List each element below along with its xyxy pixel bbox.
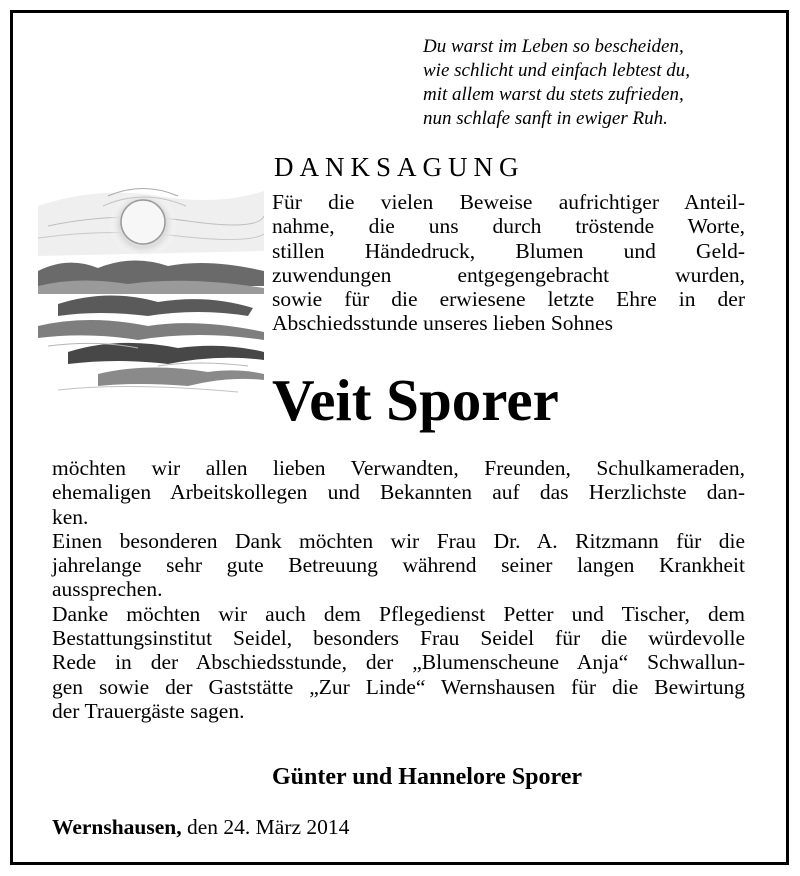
body-line: Rede in der Abschiedsstunde, der „Blumenscheune Anja“ Schwallun- <box>52 650 745 675</box>
body-line: Bestattungsinstitut Seidel, besonders Frau Seidel für die würdevolle <box>52 626 745 651</box>
body-line: gen sowie der Gaststätte „Zur Linde“ Wernshausen für die Bewirtung <box>52 674 745 699</box>
body-line: aussprechen. <box>52 577 163 602</box>
deceased-name: Veit Sporer <box>272 367 559 433</box>
intro-line: stillen Händedruck, Blumen und Geld- <box>272 238 745 263</box>
landscape-sunset-illustration <box>38 176 264 398</box>
intro-line: sowie für die erwiesene letzte Ehre in der <box>272 287 745 312</box>
intro-line: Für die vielen Beweise aufrichtiger Anteil- <box>272 190 745 214</box>
body-line: der Trauergäste sagen. <box>52 698 245 723</box>
body-line: jahrelange sehr gute Betreuung während seiner langen Krankheit <box>52 553 745 578</box>
body-line: möchten wir allen lieben Verwandten, Freunden, Schulkameraden, <box>52 456 745 480</box>
dateline-date: den 24. März 2014 <box>187 815 350 839</box>
poem-line: nun schlafe sanft in ewiger Ruh. <box>423 108 668 129</box>
body-line: ehemaligen Arbeitskollegen und Bekannten auf das Herzlichste dan- <box>52 480 745 505</box>
poem-line: Du warst im Leben so bescheiden, <box>423 36 684 57</box>
dateline <box>52 814 349 840</box>
body-line: Danke möchten wir auch dem Pflegedienst Petter und Tischer, dem <box>52 601 745 626</box>
dateline-place: Wernshausen, <box>52 815 182 839</box>
body-line: ken. <box>52 504 89 529</box>
poem <box>423 35 743 131</box>
poem-line: wie schlicht und einfach lebtest du, <box>423 60 691 81</box>
intro-line: nahme, die uns durch tröstende Worte, <box>272 214 745 239</box>
heading-danksagung: DANKSAGUNG <box>274 152 525 182</box>
intro-text <box>272 190 745 336</box>
body-line: Einen besonderen Dank möchten wir Frau Dr. A. Ritzmann für die <box>52 528 745 553</box>
intro-line: zuwendungen entgegengebracht wurden, <box>272 262 745 287</box>
signature: Günter und Hannelore Sporer <box>272 764 583 790</box>
poem-line: mit allem warst du stets zufrieden, <box>423 84 684 105</box>
intro-line: Abschiedsstunde unseres lieben Sohnes <box>272 311 613 336</box>
body-text <box>52 456 745 723</box>
notice-frame <box>10 10 789 865</box>
